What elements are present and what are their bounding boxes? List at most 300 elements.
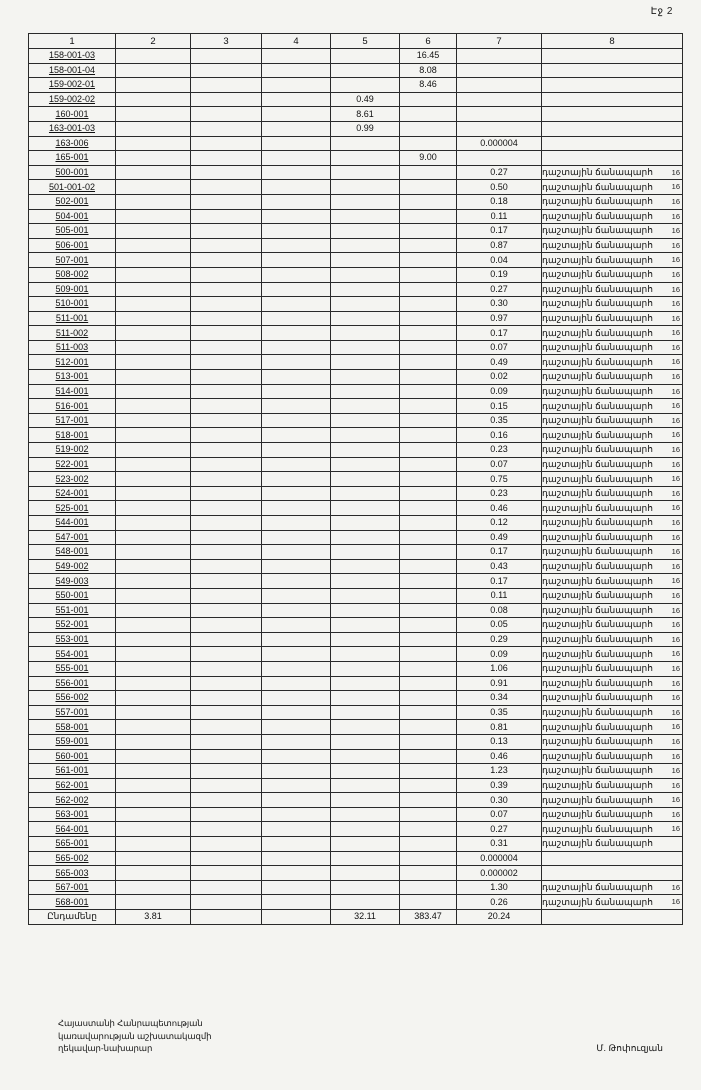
description-cell <box>542 311 683 326</box>
description-suffix: 16 <box>671 561 680 571</box>
table-row <box>29 413 683 428</box>
value-cell-4 <box>262 355 331 370</box>
parcel-code-cell <box>29 355 116 370</box>
value-cell-5 <box>331 107 400 122</box>
value-cell-7 <box>457 647 542 662</box>
value-cell-6 <box>400 224 457 239</box>
value-7: 0.46 <box>490 502 508 513</box>
table-row <box>29 749 683 764</box>
parcel-code: 547-001 <box>55 531 89 542</box>
description-cell <box>542 516 683 531</box>
value-cell-3 <box>191 253 262 268</box>
value-cell-2 <box>116 705 191 720</box>
description-cell <box>542 837 683 852</box>
parcel-code-cell <box>29 632 116 647</box>
value-cell-4 <box>262 837 331 852</box>
parcel-code-cell <box>29 107 116 122</box>
value-7: 0.09 <box>490 648 508 659</box>
description-text: դաշտային ճանապարհ <box>542 677 653 688</box>
value-cell-5 <box>331 194 400 209</box>
footer-line-1: Հայաստանի Հանրապետության <box>58 1018 203 1028</box>
description-cell <box>542 661 683 676</box>
value-cell-4 <box>262 516 331 531</box>
value-cell-2 <box>116 253 191 268</box>
table-row <box>29 603 683 618</box>
description-suffix: 16 <box>671 415 680 425</box>
description-suffix: 16 <box>671 532 680 542</box>
value-5: 0.99 <box>356 123 374 134</box>
value-cell-2 <box>116 486 191 501</box>
value-cell-2 <box>116 457 191 472</box>
value-cell-3 <box>191 370 262 385</box>
value-cell-5 <box>331 895 400 910</box>
value-cell-4 <box>262 253 331 268</box>
value-cell-2 <box>116 807 191 822</box>
parcel-code-cell <box>29 793 116 808</box>
value-cell-4 <box>262 749 331 764</box>
value-cell-5 <box>331 92 400 107</box>
description-text: դաշտային ճանապարհ <box>542 298 653 309</box>
value-cell-7 <box>457 559 542 574</box>
value-cell-5 <box>331 297 400 312</box>
value-cell-2 <box>116 618 191 633</box>
description-cell <box>542 486 683 501</box>
value-cell-5 <box>331 238 400 253</box>
description-suffix: 16 <box>671 649 680 659</box>
table-row <box>29 588 683 603</box>
value-cell-6 <box>400 282 457 297</box>
parcel-code-cell <box>29 370 116 385</box>
table-row <box>29 267 683 282</box>
parcel-code-cell <box>29 443 116 458</box>
value-cell-7 <box>457 121 542 136</box>
value-cell-5 <box>331 340 400 355</box>
parcel-code: 553-001 <box>55 634 89 645</box>
value-cell-3 <box>191 413 262 428</box>
value-cell-2 <box>116 822 191 837</box>
value-cell-3 <box>191 588 262 603</box>
table-row <box>29 399 683 414</box>
description-text: դաշտային ճանապարհ <box>542 415 653 426</box>
description-cell <box>542 764 683 779</box>
description-text: դաշտային ճանապարհ <box>542 531 653 542</box>
description-text: դաշտային ճանապարհ <box>542 342 653 353</box>
value-cell-7 <box>457 880 542 895</box>
value-7: 0.13 <box>490 736 508 747</box>
description-cell <box>542 370 683 385</box>
value-cell-2 <box>116 501 191 516</box>
parcel-code-cell <box>29 676 116 691</box>
value-7: 0.35 <box>490 707 508 718</box>
value-cell-3 <box>191 705 262 720</box>
parcel-code: 519-002 <box>55 444 89 455</box>
value-cell-6 <box>400 647 457 662</box>
parcel-code: 500-001 <box>55 167 89 178</box>
table-row <box>29 49 683 64</box>
value-cell-2 <box>116 282 191 297</box>
value-cell-2 <box>116 311 191 326</box>
value-cell-5 <box>331 501 400 516</box>
value-7: 0.49 <box>490 356 508 367</box>
value-cell-5 <box>331 486 400 501</box>
table-total-row <box>29 910 683 925</box>
value-cell-3 <box>191 340 262 355</box>
value-cell-6 <box>400 355 457 370</box>
value-cell-4 <box>262 880 331 895</box>
parcel-code-cell <box>29 895 116 910</box>
parcel-code: 160-001 <box>55 108 89 119</box>
parcel-code: 558-001 <box>55 721 89 732</box>
value-cell-6 <box>400 151 457 166</box>
description-text: դաշտային ճանապարհ <box>542 283 653 294</box>
description-cell <box>542 107 683 122</box>
description-suffix: 16 <box>671 196 680 206</box>
value-cell-2 <box>116 180 191 195</box>
description-cell <box>542 297 683 312</box>
description-cell <box>542 457 683 472</box>
value-cell-5 <box>331 778 400 793</box>
value-cell-2 <box>116 472 191 487</box>
description-text: դաշտային ճանապարհ <box>542 196 653 207</box>
description-text: դաշտային ճանապարհ <box>542 312 653 323</box>
description-suffix: 16 <box>671 663 680 673</box>
parcel-code-cell <box>29 764 116 779</box>
value-cell-2 <box>116 749 191 764</box>
value-7: 0.26 <box>490 896 508 907</box>
table-row <box>29 866 683 881</box>
value-cell-7 <box>457 180 542 195</box>
table-row <box>29 501 683 516</box>
description-suffix: 16 <box>671 605 680 615</box>
value-cell-3 <box>191 224 262 239</box>
value-cell-4 <box>262 545 331 560</box>
table-row <box>29 443 683 458</box>
description-text: դաշտային ճանապարհ <box>542 692 653 703</box>
value-cell-7 <box>457 545 542 560</box>
parcel-code: 522-001 <box>55 458 89 469</box>
value-cell-2 <box>116 880 191 895</box>
description-cell <box>542 413 683 428</box>
value-cell-3 <box>191 486 262 501</box>
value-cell-3 <box>191 574 262 589</box>
value-cell-2 <box>116 588 191 603</box>
value-cell-6 <box>400 705 457 720</box>
value-cell-7 <box>457 399 542 414</box>
parcel-code: 505-001 <box>55 225 89 236</box>
value-cell-6 <box>400 545 457 560</box>
description-suffix: 16 <box>671 488 680 498</box>
description-suffix: 16 <box>671 299 680 309</box>
value-cell-2 <box>116 574 191 589</box>
value-cell-4 <box>262 224 331 239</box>
value-cell-7 <box>457 457 542 472</box>
parcel-code: 163-006 <box>55 137 89 148</box>
value-7: 0.17 <box>490 546 508 557</box>
description-cell <box>542 807 683 822</box>
parcel-code-cell <box>29 559 116 574</box>
value-cell-4 <box>262 151 331 166</box>
description-suffix: 16 <box>671 576 680 586</box>
table-row <box>29 209 683 224</box>
description-cell <box>542 691 683 706</box>
value-cell-6 <box>400 778 457 793</box>
value-cell-5 <box>331 267 400 282</box>
description-text: դաշտային ճանապարհ <box>542 779 653 790</box>
value-cell-4 <box>262 676 331 691</box>
value-7: 0.04 <box>490 254 508 265</box>
parcel-code-cell <box>29 165 116 180</box>
parcel-code: 550-001 <box>55 590 89 601</box>
value-cell-4 <box>262 194 331 209</box>
column-header-2: 2 <box>116 34 191 49</box>
value-cell-6 <box>400 632 457 647</box>
value-cell-4 <box>262 282 331 297</box>
table-row <box>29 822 683 837</box>
total-cell-2 <box>116 910 191 925</box>
value-cell-4 <box>262 691 331 706</box>
description-cell <box>542 851 683 866</box>
value-cell-7 <box>457 253 542 268</box>
parcel-code: 568-001 <box>55 896 89 907</box>
value-7: 0.17 <box>490 225 508 236</box>
value-cell-5 <box>331 384 400 399</box>
value-cell-7 <box>457 618 542 633</box>
value-cell-2 <box>116 632 191 647</box>
description-text: դաշտային ճանապարհ <box>542 400 653 411</box>
parcel-code-cell <box>29 486 116 501</box>
value-cell-2 <box>116 165 191 180</box>
description-cell <box>542 63 683 78</box>
parcel-code: 565-002 <box>55 852 89 863</box>
value-cell-5 <box>331 165 400 180</box>
value-7: 0.16 <box>490 429 508 440</box>
value-cell-5 <box>331 793 400 808</box>
value-cell-5 <box>331 764 400 779</box>
value-cell-3 <box>191 734 262 749</box>
value-cell-4 <box>262 297 331 312</box>
value-cell-3 <box>191 355 262 370</box>
table-row <box>29 92 683 107</box>
value-cell-2 <box>116 384 191 399</box>
value-cell-3 <box>191 603 262 618</box>
value-cell-7 <box>457 384 542 399</box>
footer-block <box>58 1017 211 1055</box>
value-cell-5 <box>331 851 400 866</box>
value-7: 0.000002 <box>480 867 518 878</box>
value-cell-2 <box>116 340 191 355</box>
value-cell-5 <box>331 807 400 822</box>
value-cell-4 <box>262 574 331 589</box>
value-cell-7 <box>457 705 542 720</box>
description-suffix: 16 <box>671 357 680 367</box>
value-cell-3 <box>191 647 262 662</box>
value-cell-7 <box>457 267 542 282</box>
value-cell-5 <box>331 49 400 64</box>
value-cell-3 <box>191 63 262 78</box>
value-cell-4 <box>262 136 331 151</box>
value-cell-2 <box>116 355 191 370</box>
value-cell-3 <box>191 326 262 341</box>
description-suffix: 16 <box>671 372 680 382</box>
value-cell-6 <box>400 63 457 78</box>
description-suffix: 16 <box>671 824 680 834</box>
value-7: 0.27 <box>490 283 508 294</box>
parcel-code-cell <box>29 516 116 531</box>
value-cell-5 <box>331 559 400 574</box>
value-cell-6 <box>400 253 457 268</box>
value-cell-2 <box>116 764 191 779</box>
parcel-code: 565-001 <box>55 838 89 849</box>
value-cell-5 <box>331 632 400 647</box>
description-cell <box>542 880 683 895</box>
value-cell-5 <box>331 472 400 487</box>
value-cell-5 <box>331 355 400 370</box>
value-cell-6 <box>400 311 457 326</box>
value-cell-5 <box>331 647 400 662</box>
value-cell-5 <box>331 588 400 603</box>
description-suffix: 16 <box>671 518 680 527</box>
description-cell <box>542 194 683 209</box>
value-cell-4 <box>262 370 331 385</box>
description-cell <box>542 472 683 487</box>
column-header-8: 8 <box>542 34 683 49</box>
description-text: դաշտային ճանապարհ <box>542 721 653 732</box>
parcel-code: 525-001 <box>55 502 89 513</box>
value-cell-5 <box>331 399 400 414</box>
description-text: դաշտային ճանապարհ <box>542 385 653 396</box>
parcel-code-cell <box>29 92 116 107</box>
description-suffix: 16 <box>671 284 680 294</box>
value-cell-3 <box>191 78 262 93</box>
value-cell-6 <box>400 837 457 852</box>
value-7: 1.30 <box>490 882 508 893</box>
value-7: 0.17 <box>490 575 508 586</box>
value-cell-4 <box>262 618 331 633</box>
parcel-code-cell <box>29 574 116 589</box>
value-cell-4 <box>262 78 331 93</box>
parcel-code-cell <box>29 194 116 209</box>
value-cell-2 <box>116 647 191 662</box>
parcel-code: 567-001 <box>55 882 89 893</box>
value-cell-2 <box>116 661 191 676</box>
value-cell-4 <box>262 326 331 341</box>
parcel-code: 551-001 <box>55 604 89 615</box>
value-cell-7 <box>457 165 542 180</box>
value-cell-2 <box>116 121 191 136</box>
value-7: 0.30 <box>490 794 508 805</box>
table-row <box>29 472 683 487</box>
total-cell-8 <box>542 910 683 925</box>
description-cell <box>542 121 683 136</box>
description-suffix: 16 <box>671 386 680 396</box>
total-cell-6 <box>400 910 457 925</box>
description-cell <box>542 49 683 64</box>
value-7: 0.02 <box>490 371 508 382</box>
description-text: դաշտային ճանապարհ <box>542 327 653 338</box>
value-cell-5 <box>331 370 400 385</box>
description-suffix: 16 <box>671 211 680 221</box>
description-suffix: 16 <box>671 722 680 732</box>
description-text: դաշտային ճանապարհ <box>542 838 653 849</box>
value-cell-7 <box>457 749 542 764</box>
value-7: 0.75 <box>490 473 508 484</box>
value-7: 0.17 <box>490 327 508 338</box>
table-row <box>29 253 683 268</box>
parcel-code-cell <box>29 545 116 560</box>
value-7: 0.87 <box>490 240 508 251</box>
value-cell-3 <box>191 778 262 793</box>
value-cell-3 <box>191 136 262 151</box>
value-cell-3 <box>191 107 262 122</box>
description-suffix: 16 <box>671 459 680 469</box>
description-cell <box>542 793 683 808</box>
table-row <box>29 355 683 370</box>
value-cell-6 <box>400 516 457 531</box>
table-row <box>29 238 683 253</box>
parcel-code: 511-003 <box>55 342 89 353</box>
description-suffix: 16 <box>671 430 680 440</box>
value-cell-6 <box>400 136 457 151</box>
parcel-code-cell <box>29 180 116 195</box>
value-cell-4 <box>262 107 331 122</box>
page-number: Էջ 2 <box>650 6 673 17</box>
value-cell-6 <box>400 530 457 545</box>
description-text: դաշտային ճանապարհ <box>542 590 653 601</box>
description-text: դաշտային ճանապարհ <box>542 809 653 820</box>
description-cell <box>542 209 683 224</box>
description-cell <box>542 355 683 370</box>
parcel-code: 504-001 <box>55 210 89 221</box>
signature-name: Մ. Թոփուզյան <box>596 1043 663 1053</box>
value-cell-6 <box>400 486 457 501</box>
value-cell-6 <box>400 180 457 195</box>
value-cell-6 <box>400 676 457 691</box>
description-suffix: 16 <box>671 269 680 279</box>
value-cell-4 <box>262 457 331 472</box>
value-cell-2 <box>116 837 191 852</box>
parcel-code-cell <box>29 121 116 136</box>
description-suffix: 16 <box>671 342 680 352</box>
description-suffix: 16 <box>671 445 680 455</box>
description-suffix: 16 <box>671 736 680 746</box>
parcel-code-cell <box>29 749 116 764</box>
description-cell <box>542 282 683 297</box>
value-cell-5 <box>331 530 400 545</box>
parcel-code-cell <box>29 851 116 866</box>
parcel-code: 554-001 <box>55 648 89 659</box>
value-cell-3 <box>191 92 262 107</box>
value-7: 0.30 <box>490 298 508 309</box>
description-text: դաշտային ճանապարհ <box>542 502 653 513</box>
value-cell-5 <box>331 618 400 633</box>
description-text: դաշտային ճանապարհ <box>542 648 653 659</box>
value-cell-3 <box>191 151 262 166</box>
table-row <box>29 837 683 852</box>
value-cell-2 <box>116 603 191 618</box>
value-cell-5 <box>331 326 400 341</box>
table-row <box>29 691 683 706</box>
value-cell-6 <box>400 457 457 472</box>
value-cell-6 <box>400 238 457 253</box>
table-row <box>29 78 683 93</box>
description-suffix: 16 <box>671 795 680 805</box>
value-cell-7 <box>457 472 542 487</box>
value-cell-2 <box>116 734 191 749</box>
description-suffix: 16 <box>671 590 680 600</box>
value-cell-6 <box>400 413 457 428</box>
parcel-code: 508-002 <box>55 269 89 280</box>
value-7: 0.50 <box>490 181 508 192</box>
